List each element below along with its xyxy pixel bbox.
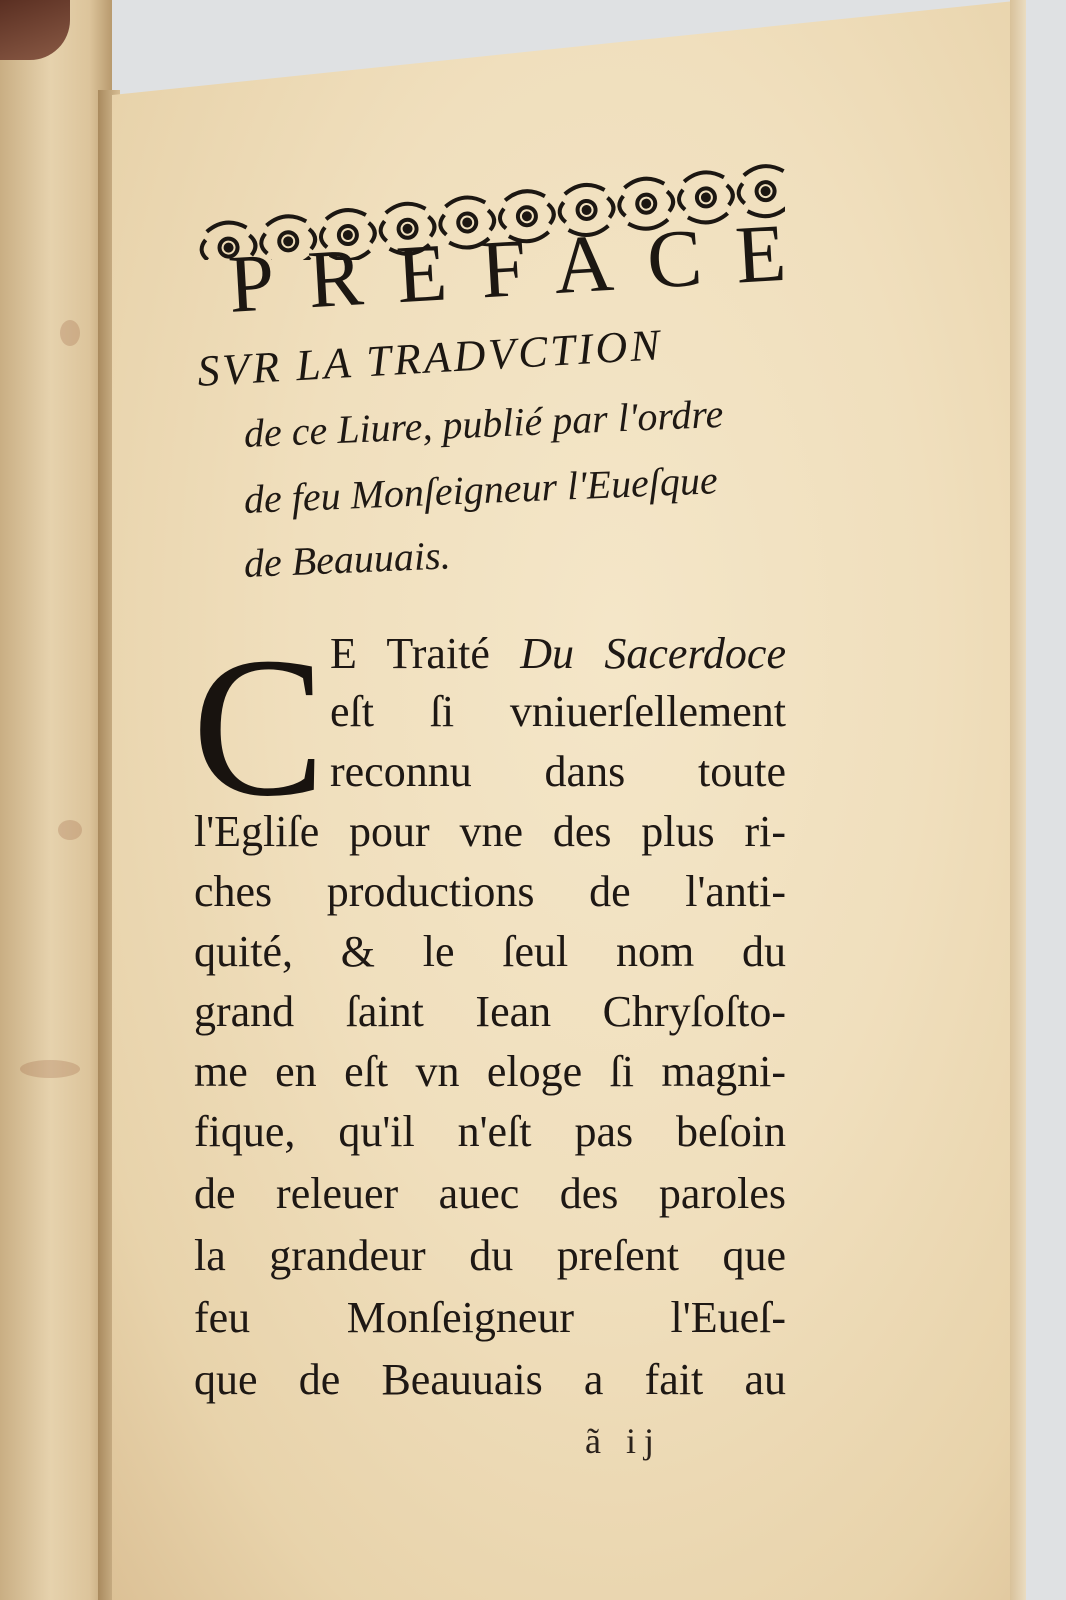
body-line-1-italic: Du Sacerdoce — [520, 629, 786, 678]
body-line-5: ches productions de l'anti- — [194, 867, 786, 916]
body-line-10: de releuer auec des paroles — [194, 1169, 786, 1218]
signature-mark: ã ij — [585, 1421, 662, 1461]
foxing-stain — [20, 1060, 80, 1078]
body-line-3: reconnu dans toute — [330, 747, 786, 796]
body-line-13: que de Beauuais a fait au — [194, 1355, 786, 1404]
body-line-7: grand ſaint Iean Chryſoſto- — [194, 987, 786, 1036]
body-line-1 — [330, 629, 786, 678]
subtitle-line-1: de ce Liure, publié par l'ordre — [243, 390, 725, 456]
body-line-11: la grandeur du preſent que — [194, 1231, 786, 1280]
subtitle-line-2: de feu Monſeigneur l'Eueſque — [243, 457, 719, 522]
foxing-stain — [58, 820, 82, 840]
subtitle-line-3: de Beauuais. — [243, 532, 452, 586]
drop-cap-letter: C — [192, 617, 326, 838]
foxing-stain — [60, 320, 80, 346]
body-line-6: quité, & le ſeul nom du — [194, 927, 786, 976]
body-line-2: eſt ſi vniuerſellement — [330, 687, 786, 736]
body-line-1-roman: E Traité — [330, 629, 521, 678]
page-title: PREFACE — [226, 204, 823, 330]
body-line-8: me en eſt vn eloge ſi magni- — [194, 1047, 786, 1096]
body-line-9: fique, qu'il n'eſt pas beſoin — [194, 1107, 786, 1156]
page-subtitle: SVR LA TRADVCTION — [196, 320, 664, 396]
body-line-12: feu Monſeigneur l'Eueſ- — [194, 1293, 786, 1342]
left-page-edge — [0, 0, 112, 1600]
page-fore-edge — [1010, 0, 1026, 1600]
body-line-4: l'Egliſe pour vne des plus ri- — [194, 807, 786, 856]
